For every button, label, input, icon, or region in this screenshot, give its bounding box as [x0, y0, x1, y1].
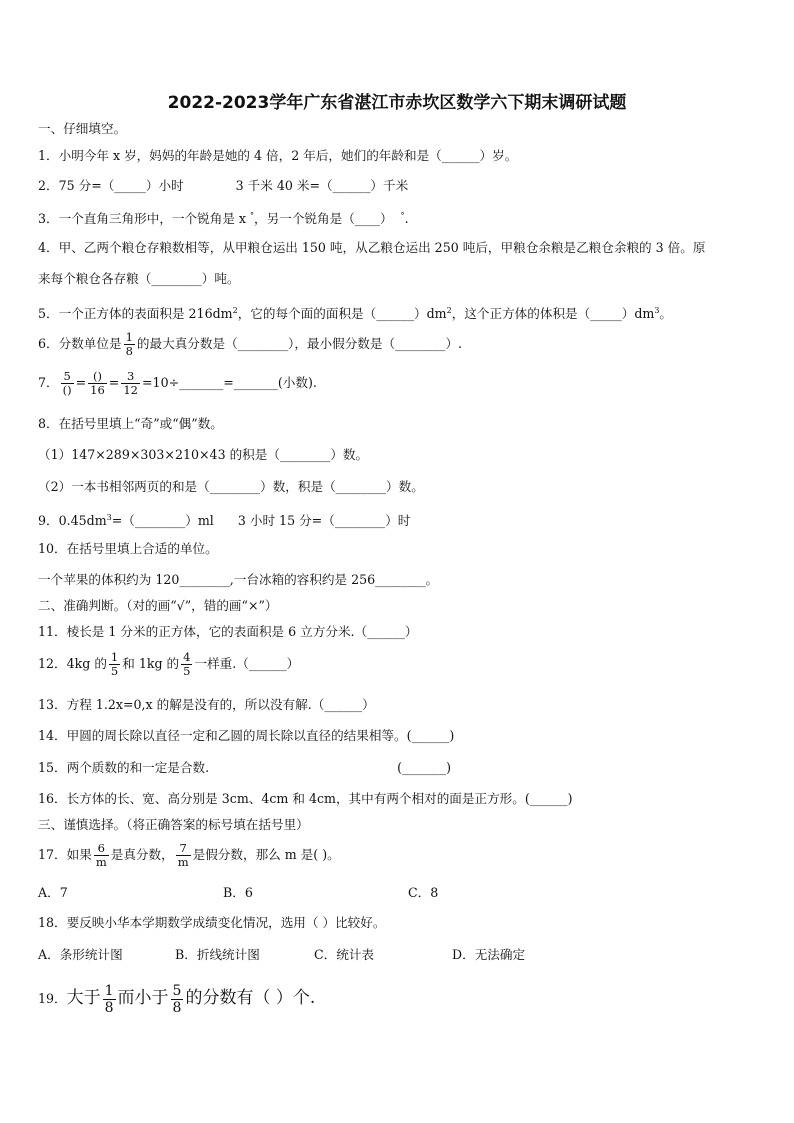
question-15 [38, 759, 451, 777]
fraction-numerator: 6 [97, 841, 105, 855]
fraction [109, 651, 120, 678]
fraction-denominator: m [177, 855, 189, 869]
fraction-numerator: 1 [125, 330, 133, 344]
question-8-part-1: （1）147×289×303×210×43 的积是（________）数。 [38, 447, 369, 462]
question-number: 7． [38, 375, 59, 390]
question-5-text-b: ，它的每个面的面积是（______）dm [237, 306, 447, 322]
equals-sign: = [108, 375, 120, 390]
question-19-text-c: 的分数有（ ）个. [185, 988, 316, 1008]
fraction-denominator: 8 [104, 1000, 114, 1016]
fraction-denominator: 16 [90, 383, 105, 397]
question-5-text-d: 。 [659, 306, 673, 322]
question-9-text-c: 3 小时 15 分=（________）时 [237, 513, 411, 529]
question-15-text: 15．两个质数的和一定是合数. [38, 760, 210, 775]
question-7-text: =10÷_______=_______(小数). [142, 375, 317, 390]
superscript: 3 [106, 513, 112, 522]
section-heading-1: 一、仔细填空。 [38, 121, 127, 136]
question-17-options [38, 884, 438, 902]
fraction-denominator: 8 [125, 344, 133, 358]
option-b: B．6 [223, 885, 253, 900]
question-13: 13．方程 1.2x=0,x 的解是没有的，所以没有解.（______） [38, 697, 375, 712]
question-14: 14．甲圆的周长除以直径一定和乙圆的周长除以直径的结果相等。(______) [38, 728, 455, 743]
option-b: B．折线统计图 [175, 947, 260, 962]
question-number: 19． [38, 991, 67, 1006]
fraction [121, 370, 140, 397]
question-19-text-a: 大于 [66, 988, 101, 1008]
superscript: 2 [446, 306, 452, 315]
question-1: 1．小明今年 x 岁，妈妈的年龄是她的 4 倍，2 年后，她们的年龄和是（______）岁。 [38, 148, 518, 163]
fraction-numerator: 7 [179, 841, 187, 855]
question-2 [38, 177, 408, 195]
superscript: 2 [232, 306, 238, 315]
degree-symbol: ° [250, 211, 255, 220]
fraction-denominator: m [95, 855, 107, 869]
question-17-text-c: 是假分数，那么 m 是( )。 [192, 847, 340, 862]
question-3-dot: . [404, 211, 409, 227]
question-4-line-2: 来每个粮仓各存粮（________）吨。 [38, 271, 240, 286]
option-a: A．7 [38, 885, 68, 900]
fraction-numerator: () [92, 369, 102, 383]
degree-symbol: ° [400, 211, 405, 220]
question-12-text-b: 和 1kg 的 [122, 656, 180, 671]
question-2-part-b: 3 千米 40 米=（______）千米 [235, 178, 409, 193]
fraction-numerator: 1 [110, 650, 119, 664]
question-7 [38, 370, 317, 397]
question-12-text-c: 一样重.（______） [194, 656, 300, 671]
option-c: C．8 [408, 885, 439, 900]
page-title: 2022-2023学年广东省湛江市赤坎区数学六下期末调研试题 [167, 93, 627, 113]
fraction-numerator: 5 [172, 983, 182, 999]
fraction [88, 370, 107, 397]
question-5-text-a: 5．一个正方体的表面积是 216dm [38, 306, 233, 322]
fraction [61, 370, 74, 397]
question-9-text-b: =（________）ml [111, 513, 214, 529]
question-9 [38, 509, 410, 530]
question-12-text-a: 12．4kg 的 [38, 656, 107, 671]
fraction-numerator: 3 [127, 369, 135, 383]
question-17-text-b: 是真分数， [110, 847, 174, 862]
fraction-denominator: () [62, 383, 72, 397]
fraction-denominator: 5 [183, 664, 191, 678]
fraction [94, 842, 109, 869]
question-19-text-b: 而小于 [117, 988, 169, 1008]
question-17-text-a: 17．如果 [38, 847, 92, 862]
question-10: 10．在括号里填上合适的单位。 [38, 541, 218, 556]
question-6-text-a: 6．分数单位是 [38, 336, 122, 351]
question-18: 18．要反映小华本学期数学成绩变化情况，选用（ ）比较好。 [38, 915, 386, 930]
question-3 [38, 207, 409, 228]
question-16: 16．长方体的长、宽、高分别是 3cm、4cm 和 4cm，其中有两个相对的面是正方形。(______) [38, 791, 573, 806]
question-18-options [38, 946, 525, 964]
question-3-text-a: 3．一个直角三角形中，一个锐角是 x [38, 211, 247, 227]
question-19 [38, 983, 315, 1016]
question-2-part-a: 2．75 分=（_____）小时 [38, 178, 184, 193]
fraction [103, 983, 116, 1016]
fraction-denominator: 5 [110, 664, 119, 678]
option-a: A．条形统计图 [38, 947, 123, 962]
question-4-line-1: 4．甲、乙两个粮仓存粮数相等，从甲粮仓运出 150 吨，从乙粮仓运出 250 吨后，甲粮仓余粮是乙粮仓余粮的 3 倍。原 [38, 240, 706, 255]
section-heading-2: 二、准确判断。（对的画“√”，错的画“×”） [38, 598, 278, 613]
question-8: 8．在括号里填上“奇”或“偶”数。 [38, 416, 223, 431]
question-17 [38, 842, 340, 869]
fraction-numerator: 4 [183, 650, 191, 664]
question-9-text-a: 9．0.45dm [38, 513, 107, 529]
question-11: 11．棱长是 1 分米的正方体，它的表面积是 6 立方分米.（______） [38, 624, 418, 639]
answer-blank: (_______) [397, 760, 452, 775]
equals-sign: = [75, 375, 87, 390]
fraction-denominator: 8 [172, 1000, 182, 1016]
fraction [181, 651, 192, 678]
question-6-text-b: 的最大真分数是（________），最小假分数是（________）. [136, 336, 463, 351]
question-10-content: 一个苹果的体积约为 120________,一台冰箱的容积约是 256________。 [38, 572, 439, 587]
fraction-denominator: 12 [123, 383, 138, 397]
fraction-numerator: 1 [104, 983, 114, 999]
question-6 [38, 331, 462, 358]
question-5 [38, 302, 672, 323]
question-12 [38, 651, 299, 678]
question-5-text-c: ，这个正方体的体积是（_____）dm [451, 306, 655, 322]
fraction-numerator: 5 [63, 369, 71, 383]
question-8-part-2: （2）一本书相邻两页的和是（________）数，积是（________）数。 [38, 479, 424, 494]
fraction [124, 331, 135, 358]
option-d: D．无法确定 [452, 947, 526, 962]
superscript: 3 [654, 306, 660, 315]
option-c: C．统计表 [314, 947, 375, 962]
section-heading-3: 三、谨慎选择。（将正确答案的标号填在括号里） [38, 817, 309, 832]
fraction [171, 983, 184, 1016]
fraction [176, 842, 191, 869]
question-3-text-b: ，另一个锐角是（____） [254, 211, 393, 227]
